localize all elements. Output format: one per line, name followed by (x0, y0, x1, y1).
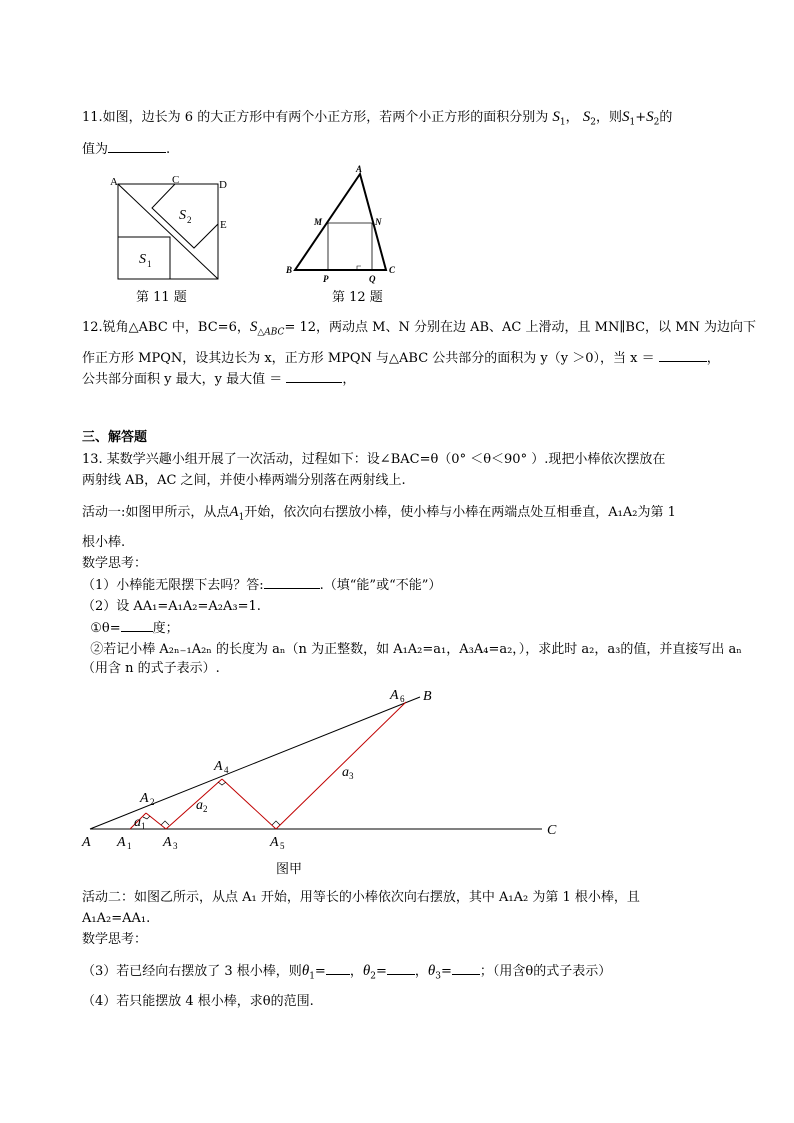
q11-period: . (166, 142, 171, 157)
q13-activity2-line2: A₁A₂=AA₁. (82, 911, 151, 926)
jia-label-a3-sub: 3 (173, 841, 178, 851)
q11-comma: ， (565, 110, 579, 125)
s1-subscript: 1 (559, 117, 566, 128)
q12-comma-2: ， (342, 372, 356, 387)
jia-label-a5: A (270, 835, 279, 850)
sub3-text-a: （3）若已经向右摆放了 3 根小棒，则 (82, 964, 302, 979)
right-angle-a3 (161, 821, 169, 825)
fig12-label-m: M (314, 217, 323, 227)
q12-text-line3: 公共部分面积 y 最大，y 最大值 ＝ (82, 372, 283, 387)
q13-activity1-line2: 根小棒. (82, 535, 126, 550)
right-angle-a2 (143, 816, 150, 819)
rod-a4a5 (222, 779, 276, 829)
fig11-label-c: C (172, 174, 180, 186)
sep-2: ， (414, 964, 428, 979)
fig11-caption: 第 11 题 (136, 290, 187, 305)
q11-text-c: 的 (659, 110, 673, 125)
jia-label-a2-sub: 2 (150, 797, 155, 807)
theta2-symbol: θ (362, 963, 371, 979)
theta1-answer-blank[interactable] (326, 962, 350, 975)
rod-a5a6 (276, 702, 406, 829)
fig11-label-d: D (219, 179, 227, 191)
sub1-text-b: .（填“能”或“不能”） (319, 578, 442, 593)
act1-text-b: 开始，依次向右摆放小棒，使小棒与小棒在两端点处互相垂直，A₁A₂为第 1 (244, 505, 676, 520)
q12-area-symbol: S (249, 319, 258, 335)
jia-label-b: B (423, 689, 432, 704)
right-angle-a4 (218, 782, 226, 785)
jia-label-a2: A (140, 791, 149, 806)
jia-label-c: C (547, 823, 557, 838)
theta1-eq: = (314, 964, 326, 979)
s1-symbol: S (552, 109, 560, 125)
jia-label-a: A (82, 835, 91, 850)
fig11-label-s1: S (139, 252, 146, 267)
s2-symbol: S (582, 109, 591, 125)
q13-activity2-line1: 活动二：如图乙所示，从点 A₁ 开始，用等长的小棒依次向右摆放，其中 A₁A₂ 为第 1 根小棒，且 (82, 890, 640, 905)
sub1-text-a: （1）小棒能无限摆下去吗？答: (82, 578, 264, 593)
fig12-caption: 第 12 题 (332, 290, 383, 305)
q12-comma-1: ， (706, 351, 720, 366)
theta3-symbol: θ (427, 963, 436, 979)
jia-label-a2-rod-sub: 2 (203, 804, 208, 814)
q12-text-line2: 作正方形 MPQN，设其边长为 x，正方形 MPQN 与△ABC 公共部分的面积为 y（y ＞0），当 x ＝ (82, 351, 655, 366)
jia-label-a1-sub: 1 (127, 841, 132, 851)
jia-label-a6: A (390, 688, 399, 703)
jia-label-a5-sub: 5 (280, 841, 285, 851)
fig12-label-c: C (389, 265, 396, 275)
rod-a3a4 (166, 779, 222, 829)
fig12-label-n: N (375, 217, 382, 227)
fig11-label-s2-sub: 2 (187, 215, 192, 225)
theta3-answer-blank[interactable] (452, 962, 480, 975)
plus-sign: + (635, 110, 647, 125)
fig11-label-e: E (220, 219, 227, 231)
jia-label-a1: A (117, 835, 126, 850)
theta2-answer-blank[interactable] (387, 962, 415, 975)
fig12-label-a: A (356, 164, 363, 174)
jia-label-a3-rod: a (342, 765, 349, 780)
theta3-eq: = (440, 964, 452, 979)
fig11-label-s1-sub: 1 (147, 259, 152, 269)
figure-jia-caption: 图甲 (276, 862, 303, 877)
theta1-symbol: θ (301, 963, 310, 979)
rod-a2a3 (146, 813, 166, 829)
jia-label-a3: A (163, 835, 172, 850)
math-thinking-2: 数学思考： (82, 932, 148, 947)
jia-label-a1-rod: a (134, 815, 141, 830)
section-title: 三、解答题 (82, 430, 148, 445)
sum-s1-symbol: S (622, 109, 630, 125)
jia-label-a1-rod-sub: 1 (141, 821, 146, 831)
sub2-1-text-a: ①θ= (90, 621, 121, 636)
s2-subscript: 2 (590, 117, 596, 128)
fig12-label-b: B (286, 265, 293, 275)
sum-s1-subscript: 1 (629, 117, 636, 128)
sum-s2-subscript: 2 (653, 117, 660, 128)
q13-sub2: （2）设 AA₁=A₁A₂=A₂A₃=1. (82, 599, 261, 614)
fig12-label-q: Q (369, 274, 376, 284)
jia-label-a3-rod-sub: 3 (349, 771, 354, 781)
fig11-label-s2: S (179, 208, 186, 223)
math-thinking-1: 数学思考： (82, 556, 148, 571)
sep-1: ， (349, 964, 363, 979)
q12-text-b: = 12，两动点 M、N 分别在边 AB、AC 上滑动，且 MN∥BC，以 MN 为边向下 (284, 320, 757, 335)
sub3-end: ；（用含θ的式子表示） (479, 964, 612, 979)
fig11-label-a: A (110, 176, 118, 188)
act1-point-sub: 1 (238, 512, 245, 523)
q13-line1: 13. 某数学兴趣小组开展了一次活动，过程如下：设∠BAC=θ（0° ＜θ＜90° ）.现把小棒依次摆放在 (82, 452, 666, 467)
theta2-eq: = (375, 964, 387, 979)
fig12-label-p: P (323, 274, 329, 284)
act1-point: A (229, 504, 239, 520)
q11-text-a: 11.如图，边长为 6 的大正方形中有两个小正方形，若两个小正方形的面积分别为 (82, 110, 549, 125)
q13-sub4: （4）若只能摆放 4 根小棒，求θ的范围. (82, 994, 314, 1009)
q11-text-b: ，则 (595, 110, 622, 125)
theta2-sub: 2 (370, 971, 376, 982)
jia-label-a4: A (214, 759, 223, 774)
q12-area-subscript: △ABC (257, 327, 285, 338)
right-angle-a5 (272, 821, 280, 825)
act1-text-a: 活动一:如图甲所示，从点 (82, 505, 230, 520)
q11-value-label: 值为 (82, 142, 109, 157)
q12-text-a: 12.锐角△ABC 中，BC=6， (82, 320, 250, 335)
q13-sub2-2-line2: （用含 n 的式子表示）. (82, 661, 220, 676)
sub2-1-text-b: 度； (152, 621, 179, 636)
sub2-2-text: ②若记小棒 A₂ₙ₋₁A₂ₙ 的长度为 aₙ（n 为正整数，如 A₁A₂=a₁，A₃A₄=a₂，），求此时 a₂，a₃的值，并直接写出 aₙ (90, 642, 742, 657)
q13-sub3 (82, 962, 611, 986)
theta1-sub: 1 (309, 971, 315, 982)
jia-label-a2-rod: a (196, 798, 203, 813)
sum-s2-symbol: S (646, 109, 654, 125)
jia-label-a4-sub: 4 (224, 765, 229, 775)
q13-line2: 两射线 AB，AC 之间，并使小棒两端分别落在两射线上. (82, 473, 406, 488)
theta3-sub: 3 (435, 971, 441, 982)
jia-label-a6-sub: 6 (400, 694, 405, 704)
